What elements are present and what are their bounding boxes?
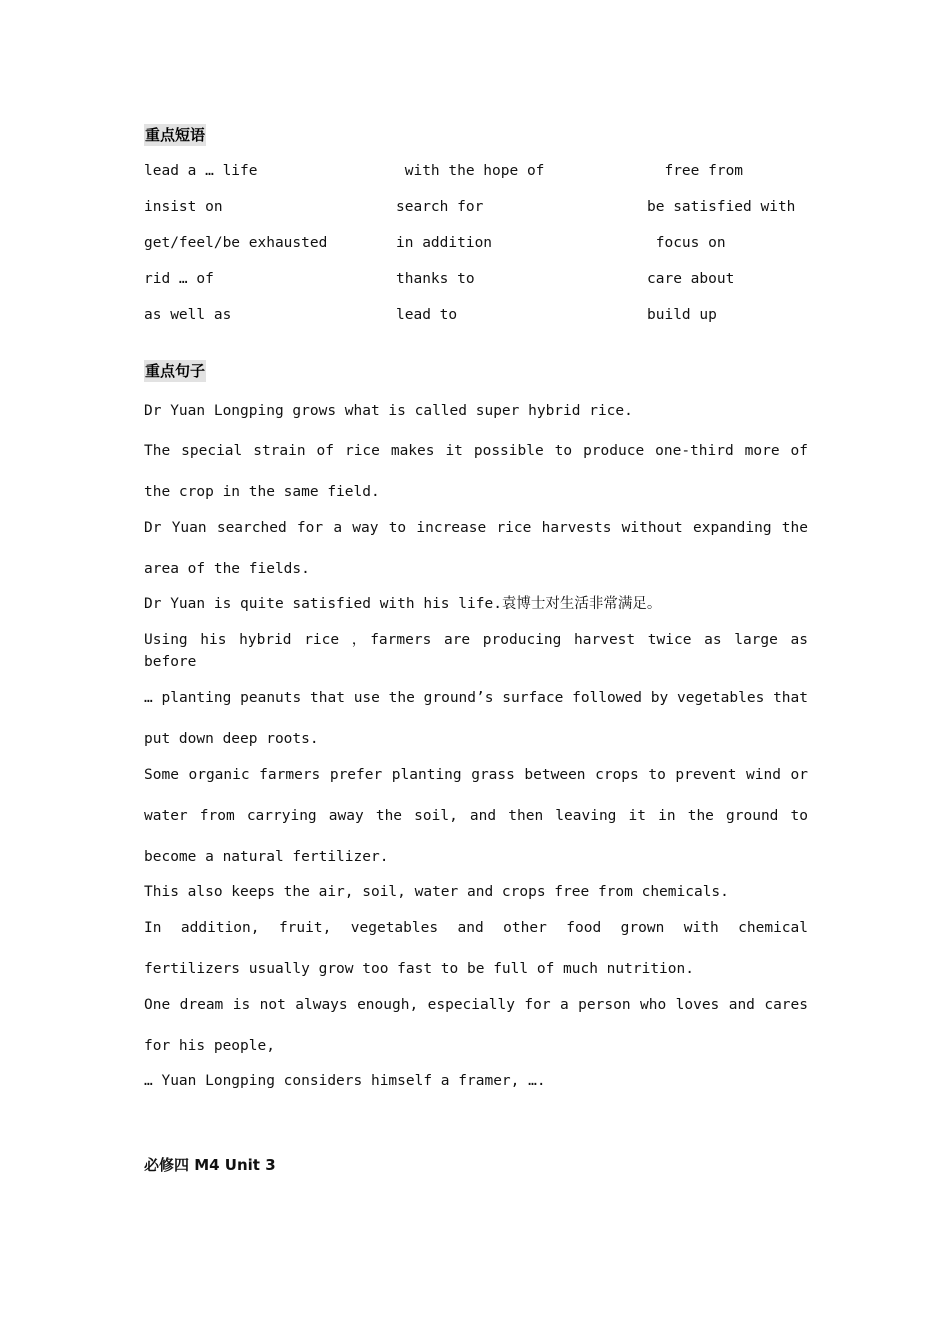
sentence-item: Some organic farmers prefer planting grass between crops to prevent wind or water from carrying away the soil, and then leaving it in the ground to become a natural fertilizer. [144, 767, 808, 865]
phrase-item: with the hope of [396, 163, 545, 179]
phrase-item: search for [396, 199, 484, 215]
sentence-item: Dr Yuan searched for a way to increase rice harvests without expanding the area of the fields. [144, 520, 808, 577]
phrase-item: care about [647, 271, 735, 287]
phrase-item: thanks to [396, 271, 475, 287]
phrase-item: lead a … life [144, 163, 258, 179]
phrase-item: in addition [396, 235, 493, 251]
sentence-item: Dr Yuan is quite satisfied with his life.袁博士对生活非常满足。 [144, 596, 662, 612]
phrase-item: focus on [647, 235, 726, 251]
phrases-heading-row [144, 124, 808, 150]
section-spacer [144, 340, 808, 360]
sentence-item: … planting peanuts that use the ground’s surface followed by vegetables that put down deep roots. [144, 690, 808, 747]
sentence-item: This also keeps the air, soil, water and crops free from chemicals. [144, 884, 729, 900]
sentences-list [144, 400, 808, 1092]
phrase-item: free from [647, 163, 744, 179]
sentence-item: … Yuan Longping considers himself a framer, …. [144, 1073, 546, 1089]
phrases-heading: 重点短语 [145, 126, 206, 144]
phrase-item: insist on [144, 199, 223, 215]
sentence-item: Dr Yuan Longping grows what is called super hybrid rice. [144, 403, 633, 419]
phrase-item: as well as [144, 307, 232, 323]
sentences-heading-row [144, 360, 808, 386]
phrase-item: build up [647, 307, 717, 323]
sentence-item: One dream is not always enough, especially for a person who loves and cares for his people, [144, 997, 808, 1054]
unit-title: 必修四 M4 Unit 3 [144, 1156, 276, 1174]
sentence-item: The special strain of rice makes it possible to produce one-third more of the crop in the same field. [144, 443, 808, 500]
document-content [144, 124, 808, 1176]
phrase-item: lead to [396, 307, 458, 323]
phrases-table [144, 160, 808, 340]
sentence-item: In addition, fruit, vegetables and other food grown with chemical fertilizers usually grow too fast to be full of much nutrition. [144, 920, 808, 977]
phrase-item: be satisfied with [647, 199, 796, 215]
sentence-item: Using his hybrid rice ，farmers are producing harvest twice as large as before [144, 632, 808, 670]
sentences-heading: 重点句子 [145, 362, 206, 380]
phrase-item: rid … of [144, 271, 214, 287]
phrase-item: get/feel/be exhausted [144, 235, 328, 251]
